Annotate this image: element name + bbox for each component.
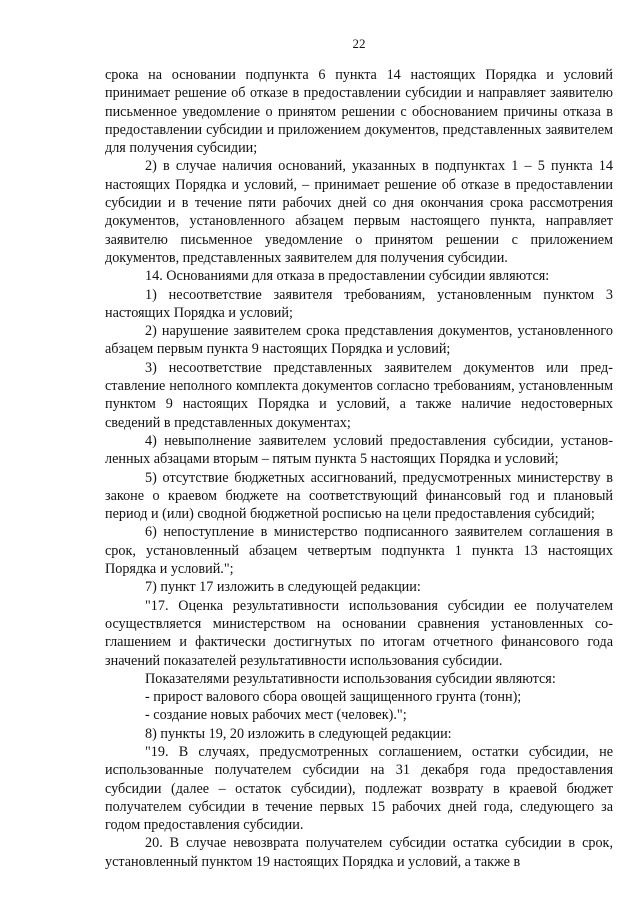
paragraph-amendment-7: 7) пункт 17 изложить в следующей редакции: — [145, 579, 421, 596]
page-number: 22 — [352, 36, 366, 51]
paragraph-indicator-1: - прирост валового сбора овощей защищенного грунта (тонн); — [145, 689, 522, 706]
paragraph-indicator-2: - создание новых рабочих мест (человек)."; — [145, 707, 407, 724]
paragraph-point-17: "17. Оценка результативности использования субсидии ее получателем осуществляется министерством на основании сравнения установленных соглашением и фактически достигнутых по итогам отчетного финансового года значений показателей результативности использования субсидии. — [105, 597, 613, 669]
body-text — [105, 66, 613, 871]
paragraph-reason-2: 2) нарушение заявителем срока представления документов, установленного абзацем первым пункта 9 настоящих Порядка и условий; — [105, 323, 613, 358]
document-page — [105, 36, 613, 871]
paragraph-subitem-2: 2) в случае наличия оснований, указанных в подпунктах 1 – 5 пункта 14 настоящих Порядка и условий, – принимает решение об отказе в предоставлении субсидии и в течение пяти рабочих дней со дня окончания срока рассмотрения документов, установленного абзацем первым настоящего пункта, направляет заявителю письменное уведомление о принятом решении с приложением документов, представленных заявителем для получения субсидии. — [105, 158, 613, 266]
paragraph-point-14: 14. Основаниями для отказа в предоставлении субсидии являются: — [145, 268, 550, 285]
paragraph-reason-3: 3) несоответствие представленных заявителем документов или представление неполного комплекта документов согласно требованиям, установленным пунктом 9 настоящих Порядка и условий, а также наличие недостоверных сведений в представленных документах; — [105, 359, 613, 431]
paragraph-amendment-8: 8) пункты 19, 20 изложить в следующей редакции: — [145, 725, 452, 742]
paragraph-reason-1: 1) несоответствие заявителя требованиям, установленным пунктом 3 настоящих Порядка и условий; — [105, 286, 613, 321]
paragraph-indicators-intro: Показателями результативности использования субсидии являются: — [145, 670, 556, 687]
paragraph-reason-6: 6) непоступление в министерство подписанного заявителем соглашения в срок, установленный абзацем четвертым подпункта 1 пункта 13 настоящих Порядка и условий."; — [105, 524, 613, 578]
paragraph-reason-4: 4) невыполнение заявителем условий предоставления субсидии, установленных абзацами вторым – пятым пункта 5 настоящих Порядка и условий; — [105, 432, 613, 468]
paragraph-reason-5: 5) отсутствие бюджетных ассигнований, предусмотренных министерству в законе о краевом бюджете на соответствующий финансовый год и плановый период и (или) сводной бюджетной росписью на цели предоставления субсидий; — [105, 469, 613, 523]
paragraph-point-19: "19. В случаях, предусмотренных соглашением, остатки субсидии, не использованные получателем субсидии на 31 декабря года предоставления субсидии (далее – остаток субсидии), подлежат возврату в краевой бюджет получателем субсидии в течение первых 15 рабочих дней года, следующего за годом предоставления субсидии. — [105, 743, 613, 834]
paragraph-continuation: срока на основании подпункта 6 пункта 14 настоящих Порядка и условий принимает решение об отказе в предоставлении субсидии и направляет заявителю письменное уведомление о принятом решении с обоснованием причины отказа в предоставлении субсидии и приложением документов, представленных заявителем для получения субсидии; — [105, 67, 613, 157]
paragraph-point-20: 20. В случае невозврата получателем субсидии остатка субсидии в срок, установленный пунктом 19 настоящих Порядка и условий, а также в — [105, 835, 613, 870]
